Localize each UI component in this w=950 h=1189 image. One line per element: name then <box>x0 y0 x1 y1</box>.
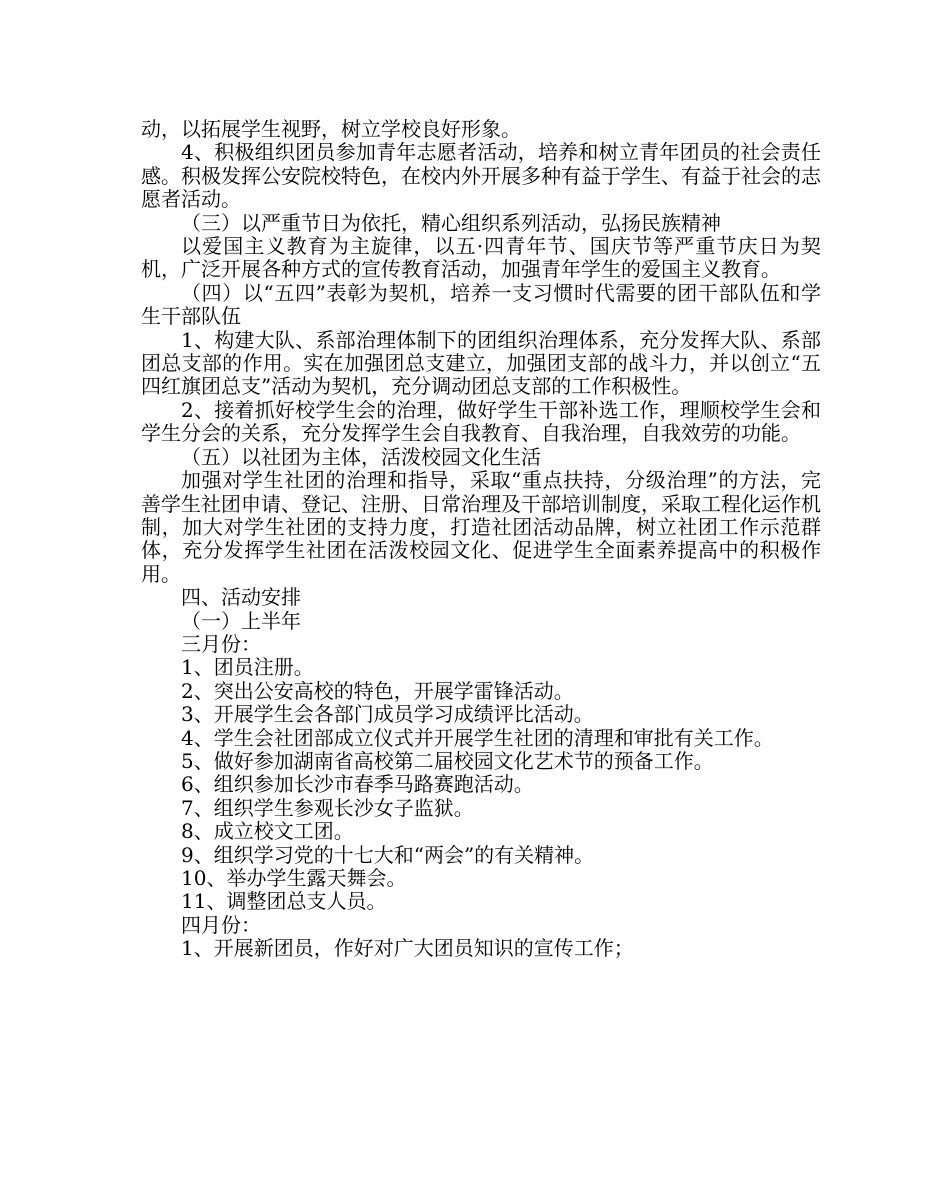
list-item: 6、组织参加长沙市春季马路赛跑活动。 <box>181 772 534 797</box>
section-heading: （三）以严重节日为依托，精心组织系列活动，弘扬民族精神 <box>181 210 721 235</box>
list-item: 1、开展新团员，作好对广大团员知识的宣传工作； <box>181 936 634 961</box>
month-heading: 三月份： <box>181 631 261 656</box>
paragraph: 动，以拓展学生视野，树立学校良好形象。 <box>141 117 521 141</box>
list-item: 4、学生会社团部成立仪式并开展学生社团的清理和审批有关工作。 <box>181 725 774 750</box>
list-item: 7、组织学生参观长沙女子监狱。 <box>181 795 474 820</box>
paragraph: 4、积极组织团员参加青年志愿者活动，培养和树立青年团员的社会责任感。积极发挥公安院校特色，在校内外开展多种有益于学生、有益于社会的志愿者活动。 <box>141 140 821 212</box>
list-item: 8、成立校文工团。 <box>181 819 354 844</box>
section-heading: （五）以社团为主体，活泼校园文化生活 <box>181 444 541 469</box>
section-heading: （四）以“五四”表彰为契机，培养一支习惯时代需要的团干部队伍和学生干部队伍 <box>141 280 821 329</box>
section-heading: 四、活动安排 <box>181 585 301 610</box>
list-item: 1、团员注册。 <box>181 655 314 680</box>
list-item: 3、开展学生会各部门成员学习成绩评比活动。 <box>181 702 594 727</box>
list-item: 5、做好参加湖南省高校第二届校园文化艺术节的预备工作。 <box>181 748 714 773</box>
paragraph: 2、接着抓好校学生会的治理，做好学生干部补选工作，理顺校学生会和学生分会的关系，充分发挥学生会自我教育、自我治理，自我效劳的功能。 <box>141 397 821 446</box>
paragraph: 加强对学生社团的治理和指导，采取“重点扶持，分级治理”的方法，完善学生社团申请、登记、注册、日常治理及干部培训制度，采取工程化运作机制，加大对学生社团的支持力度，打造社团活动品牌，树立社团工作示范群体，充分发挥学生社团在活泼校园文化、促进学生全面素养提高中的积极作用。 <box>141 468 821 586</box>
list-item: 2、突出公安高校的特色，开展学雷锋活动。 <box>181 678 574 703</box>
section-heading: （一）上半年 <box>181 608 301 633</box>
list-item: 11、调整团总支人员。 <box>181 889 387 914</box>
paragraph: 以爱国主义教育为主旋律，以五·四青年节、国庆节等严重节庆日为契机，广泛开展各种方式的宣传教育活动，加强青年学生的爱国主义教育。 <box>141 234 821 282</box>
paragraph: 1、构建大队、系部治理体制下的团组织治理体系，充分发挥大队、系部团总支部的作用。实在加强团总支建立，加强团支部的战斗力，并以创立“五四红旗团总支”活动为契机，充分调动团总支部的工作积极性。 <box>141 327 821 399</box>
month-heading: 四月份： <box>181 912 261 937</box>
list-item: 9、组织学习党的十七大和“两会”的有关精神。 <box>181 842 595 867</box>
list-item: 10、举办学生露天舞会。 <box>181 866 407 890</box>
document-body <box>141 118 821 961</box>
